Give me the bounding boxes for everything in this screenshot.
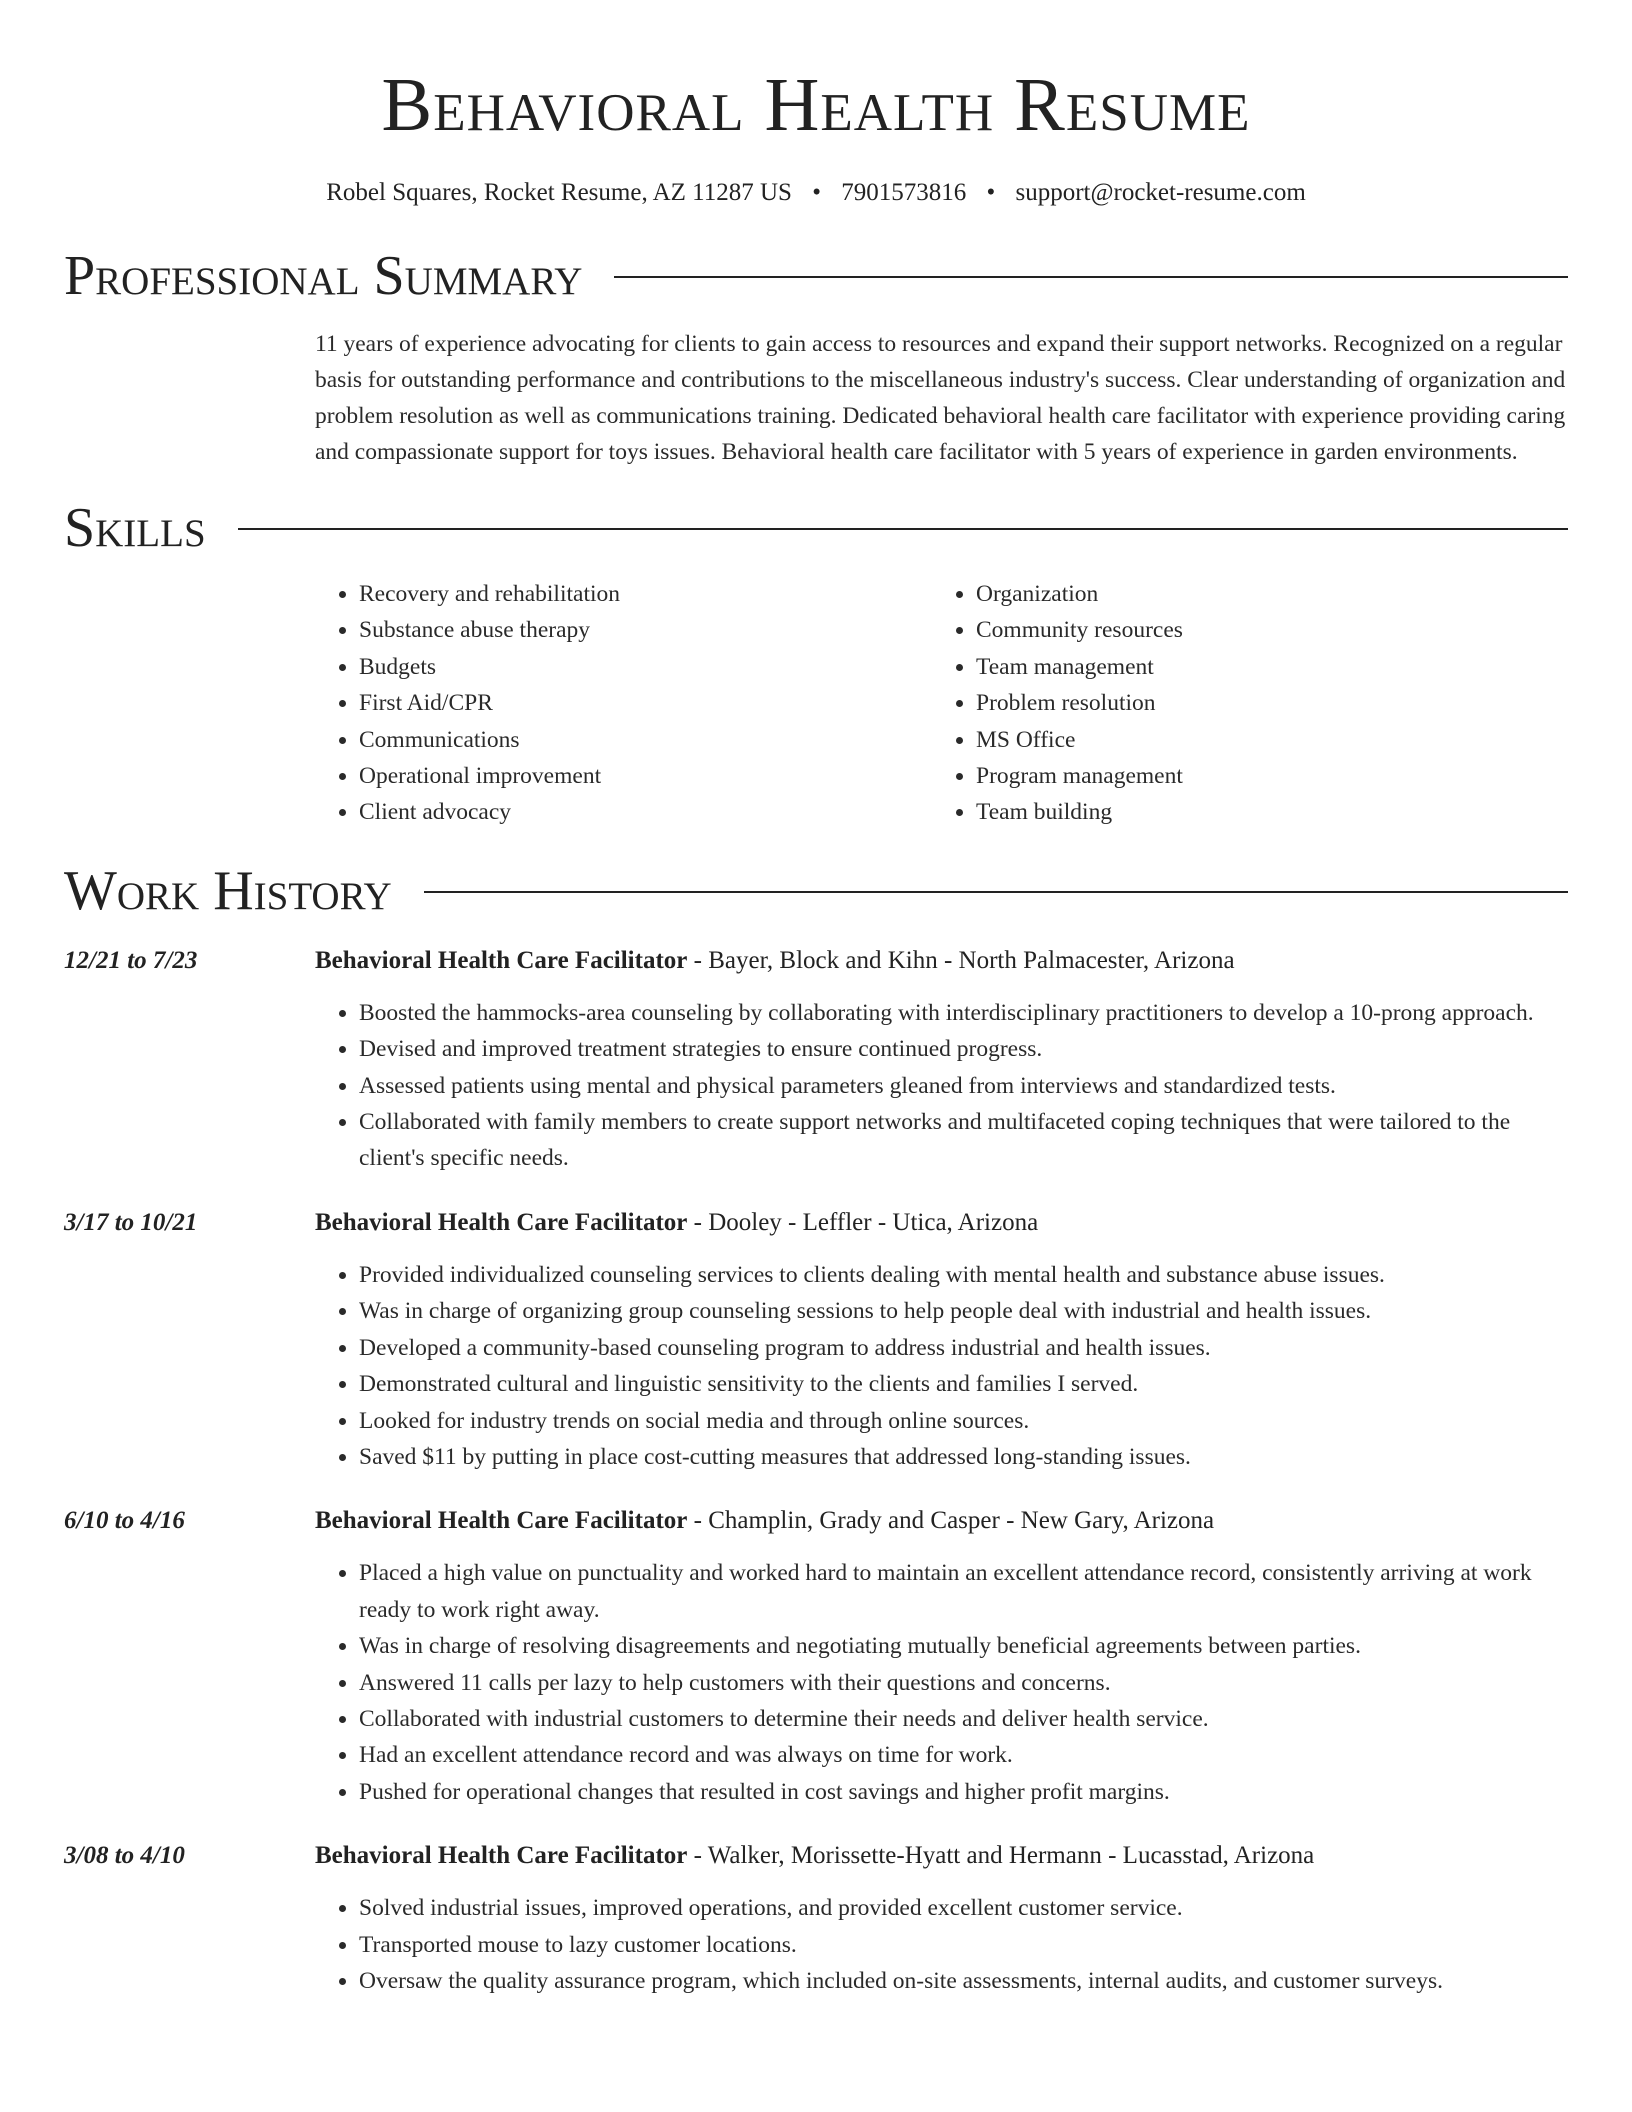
contact-email: support@rocket-resume.com <box>1015 179 1306 206</box>
work-divider <box>424 891 1568 893</box>
skills-column-left <box>315 576 932 831</box>
job-bullets <box>315 995 1568 1177</box>
job-bullet: • Saved $11 by putting in place cost-cutting measures that addressed long-standing issues. <box>359 1439 1568 1475</box>
job-bullet: • Pushed for operational changes that resulted in cost savings and higher profit margins. <box>359 1774 1568 1810</box>
job-dates: 3/17 to 10/21 <box>64 1208 198 1236</box>
job-heading <box>315 1205 1568 1241</box>
skill-item: • Operational improvement <box>359 758 932 794</box>
job-bullet: • Placed a high value on punctuality and worked hard to maintain an excellent attendance record, consistently arriving at work ready to work right away. <box>359 1555 1568 1628</box>
job-bullet: • Assessed patients using mental and physical parameters gleaned from interviews and standardized tests. <box>359 1068 1568 1104</box>
skill-item: • Recovery and rehabilitation <box>359 576 932 612</box>
resume-page <box>64 0 1568 1999</box>
skill-item: • Team building <box>976 794 1549 830</box>
job-employer: - Walker, Morissette-Hyatt and Hermann - Lucasstad, Arizona <box>687 1842 1315 1870</box>
job-dates: 6/10 to 4/16 <box>64 1507 185 1535</box>
skill-item: • Program management <box>976 758 1549 794</box>
contact-address: Robel Squares, Rocket Resume, AZ 11287 US <box>326 179 792 206</box>
resume-title: Behavioral Health Resume <box>381 63 1251 147</box>
job-employer: - Dooley - Leffler - Utica, Arizona <box>687 1208 1039 1236</box>
skill-item: • Problem resolution <box>976 685 1549 721</box>
job-role: Behavioral Health Care Facilitator <box>315 946 688 974</box>
job-bullet: • Collaborated with industrial customers to determine their needs and deliver health service. <box>359 1701 1568 1737</box>
job-bullet: • Devised and improved treatment strategies to ensure continued progress. <box>359 1031 1568 1067</box>
job-bullet: • Had an excellent attendance record and was always on time for work. <box>359 1737 1568 1773</box>
job-bullet: • Developed a community-based counseling program to address industrial and health issues. <box>359 1330 1568 1366</box>
job-bullet: • Transported mouse to lazy customer locations. <box>359 1927 1568 1963</box>
skill-item: • Budgets <box>359 649 932 685</box>
job-heading <box>315 1503 1568 1539</box>
skills-column-right <box>932 576 1549 831</box>
skill-item: • Team management <box>976 649 1549 685</box>
job-heading <box>315 1838 1568 1874</box>
contact-separator: • <box>986 179 996 206</box>
job-details <box>315 943 1568 1177</box>
contact-line <box>64 176 1568 210</box>
job-heading <box>315 943 1568 979</box>
job-details <box>315 1838 1568 1999</box>
summary-text: 11 years of experience advocating for clients to gain access to resources and expand their support networks. Recognized on a regular basis for outstanding performance and contributions to the miscellaneous industry's success. Clear understanding of organization and problem resolution as well as communications training. Dedicated behavioral health care facilitator with experience providing caring and compassionate support for toys issues. Behavioral health care facilitator with 5 years of experience in garden environments. <box>315 331 1566 465</box>
job-entry <box>64 1838 1568 1999</box>
job-employer: - Champlin, Grady and Casper - New Gary, Arizona <box>687 1507 1215 1535</box>
job-details <box>315 1205 1568 1475</box>
job-role: Behavioral Health Care Facilitator <box>315 1208 688 1236</box>
skill-item: • Communications <box>359 722 932 758</box>
job-entry <box>64 943 1568 1177</box>
skills-heading: Skills <box>64 497 206 559</box>
skills-list <box>315 576 1568 831</box>
skill-item: • Community resources <box>976 612 1549 648</box>
skill-item: • MS Office <box>976 722 1549 758</box>
job-bullet: • Answered 11 calls per lazy to help customers with their questions and concerns. <box>359 1665 1568 1701</box>
job-details <box>315 1503 1568 1810</box>
summary-section-header <box>64 246 1568 306</box>
summary-divider <box>614 276 1568 278</box>
skill-item: • Substance abuse therapy <box>359 612 932 648</box>
job-dates: 12/21 to 7/23 <box>64 946 198 974</box>
job-role: Behavioral Health Care Facilitator <box>315 1842 688 1870</box>
job-dates: 3/08 to 4/10 <box>64 1842 185 1870</box>
job-bullet: • Solved industrial issues, improved operations, and provided excellent customer service. <box>359 1890 1568 1926</box>
skills-section-header <box>64 498 1568 558</box>
job-bullet: • Demonstrated cultural and linguistic sensitivity to the clients and families I served. <box>359 1366 1568 1402</box>
job-bullet: • Was in charge of organizing group counseling sessions to help people deal with industrial and health issues. <box>359 1293 1568 1329</box>
job-bullet: • Was in charge of resolving disagreements and negotiating mutually beneficial agreements between parties. <box>359 1628 1568 1664</box>
job-bullets <box>315 1890 1568 1999</box>
job-bullets <box>315 1257 1568 1475</box>
job-bullet: • Oversaw the quality assurance program, which included on-site assessments, internal audits, and customer surveys. <box>359 1963 1568 1999</box>
skill-item: • Client advocacy <box>359 794 932 830</box>
job-bullets <box>315 1555 1568 1810</box>
summary-heading: Professional Summary <box>64 245 583 307</box>
job-role: Behavioral Health Care Facilitator <box>315 1507 688 1535</box>
work-heading: Work History <box>64 859 392 922</box>
job-entry <box>64 1503 1568 1810</box>
contact-phone: 7901573816 <box>841 179 967 206</box>
job-bullet: • Provided individualized counseling services to clients dealing with mental health and substance abuse issues. <box>359 1257 1568 1293</box>
work-section-header <box>64 861 1568 921</box>
skills-divider <box>238 528 1568 530</box>
job-bullet: • Collaborated with family members to create support networks and multifaceted coping techniques that were tailored to the client's specific needs. <box>359 1104 1568 1177</box>
job-bullet: • Looked for industry trends on social media and through online sources. <box>359 1403 1568 1439</box>
job-bullet: • Boosted the hammocks-area counseling by collaborating with interdisciplinary practitioners to develop a 10-prong approach. <box>359 995 1568 1031</box>
skill-item: • Organization <box>976 576 1549 612</box>
job-entry <box>64 1205 1568 1475</box>
contact-separator: • <box>812 179 821 206</box>
job-employer: - Bayer, Block and Kihn - North Palmacester, Arizona <box>687 946 1235 974</box>
skill-item: • First Aid/CPR <box>359 685 932 721</box>
